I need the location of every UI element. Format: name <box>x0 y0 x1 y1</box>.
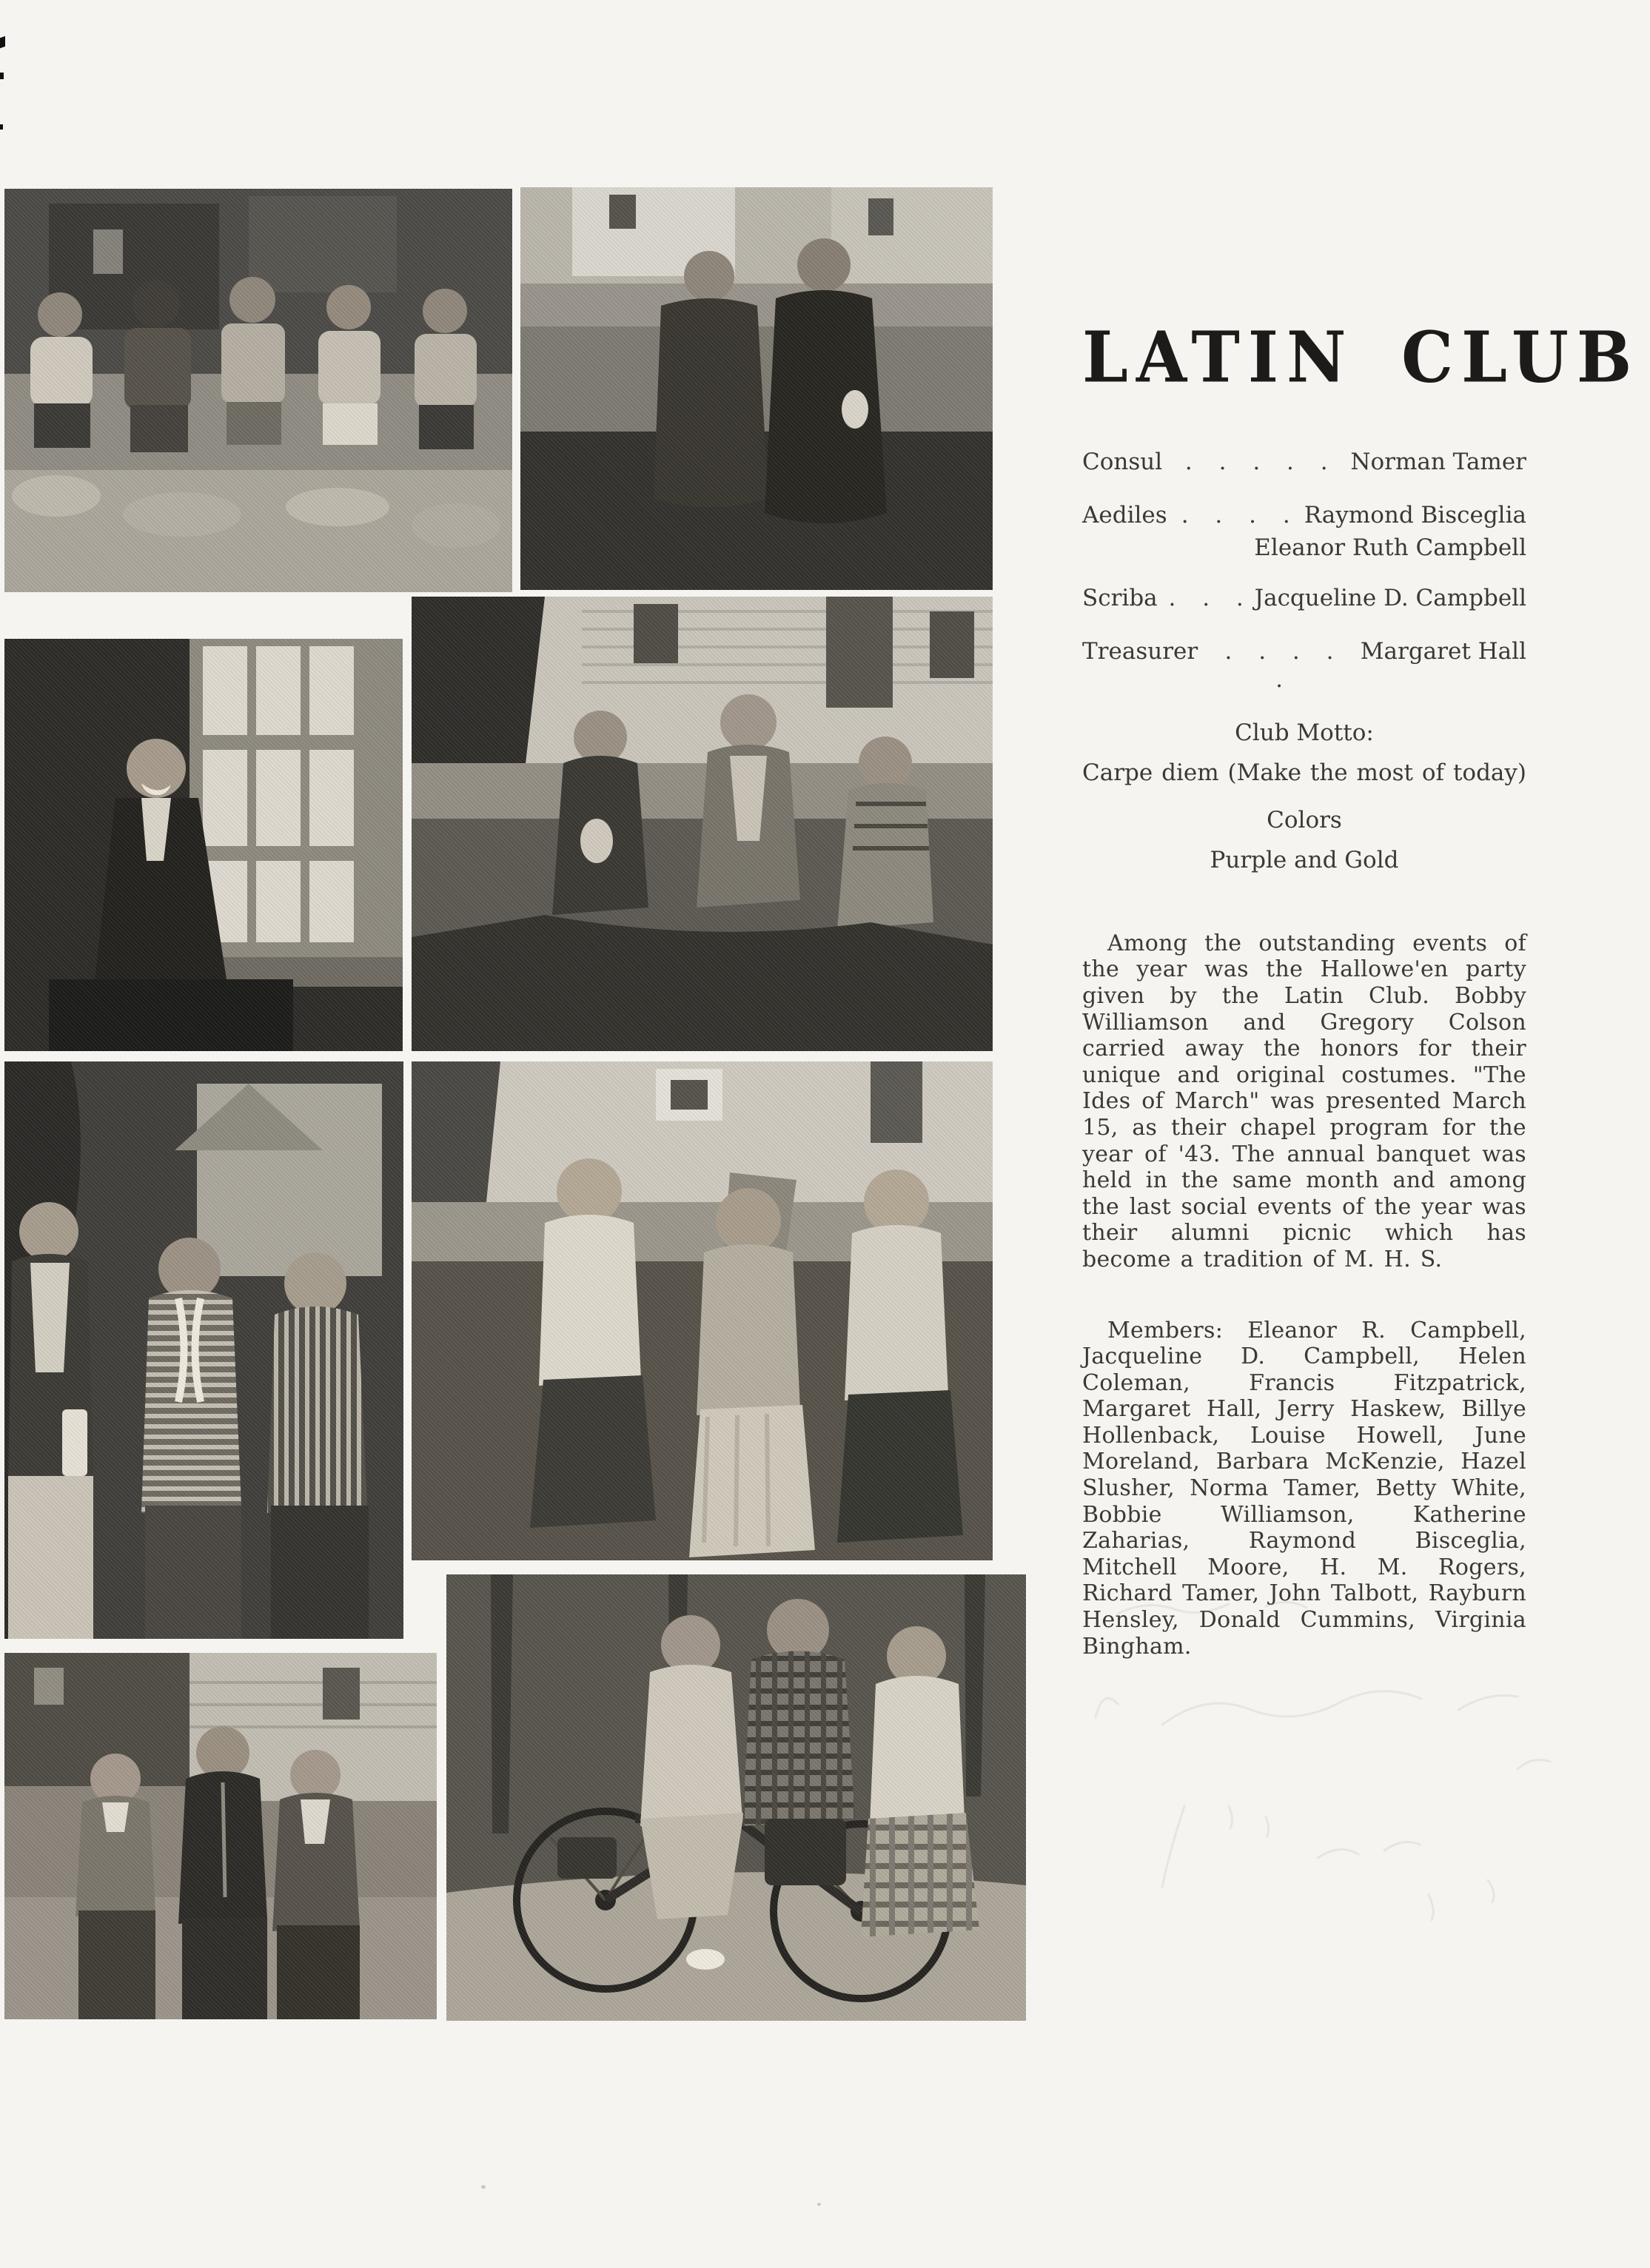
events-paragraph: Among the outstanding events of the year was the Hallowe'en party given by the Latin Club. Bobby Williamson and Gregory Colson carried away the honors for their unique and original costumes. "The Ides of March" was presented March 15, as their chapel program for the year of '43. The annual banquet was held in the same month and among the last social events of the year was their alumni picnic which has become a tradition of M. H. S. <box>1082 930 1526 1272</box>
photo-illustration <box>412 1061 993 1560</box>
officer-title: Consul <box>1082 448 1163 475</box>
scan-artifact <box>0 124 3 130</box>
photo-three-boys-seated <box>412 597 993 1051</box>
members-paragraph: Members: Eleanor R. Campbell, Jacqueline D. Campbell, Helen Coleman, Francis Fitzpatrick, Margaret Hall, Jerry Haskew, Billye Hollenback, Louise Howell, June Moreland, Barbara McKenzie, Hazel Slusher, Norma Tamer, Betty White, Bobbie Williamson, Katherine Zaharias, Raymond Bisceglia, Mitchell Moore, H. M. Rogers, Richard Tamer, John Talbott, Rayburn Hensley, Donald Cummins, Virginia Bingham. <box>1082 1317 1526 1660</box>
photo-three-boys-street <box>4 1653 437 2019</box>
colors-value: Purple and Gold <box>1210 846 1399 873</box>
officer-title: Treasurer <box>1082 637 1198 665</box>
photo-illustration <box>446 1574 1026 2021</box>
photo-illustration <box>4 1653 437 2019</box>
scan-artifact <box>0 73 4 79</box>
photo-three-girls-lawn <box>412 1061 993 1560</box>
photo-students-on-wall <box>4 189 512 592</box>
photo-girl-by-window <box>4 639 403 1051</box>
officer-row-consul <box>1082 448 1526 476</box>
motto-text: Carpe diem (Make the most of today) <box>1082 759 1526 786</box>
photo-illustration <box>520 187 993 590</box>
page-title: LATIN CLUB <box>1082 315 1640 398</box>
officer-title: Aediles <box>1082 501 1167 529</box>
photo-three-girls-trees <box>4 1061 403 1639</box>
leader-dots: . . . <box>1168 584 1244 611</box>
photo-two-girls-lawn <box>520 187 993 590</box>
officer-name: Jacqueline D. Campbell <box>1254 584 1526 611</box>
photo-illustration <box>4 189 512 592</box>
officer-row-aediles <box>1082 501 1526 529</box>
leader-dots: . . . . . <box>1184 448 1328 475</box>
colors-heading: Colors <box>1267 806 1342 833</box>
officer-name: Norman Tamer <box>1350 448 1526 475</box>
photo-illustration <box>4 1061 403 1639</box>
scan-speck <box>481 2185 486 2189</box>
officer-name-secondary: Eleanor Ruth Campbell <box>1254 534 1526 561</box>
photo-girls-on-bicycle <box>446 1574 1026 2021</box>
officer-name: Raymond Bisceglia <box>1304 501 1526 529</box>
text-column <box>1082 315 1640 1660</box>
officer-title: Scriba <box>1082 584 1158 611</box>
faint-pencil-marks <box>1073 1584 1636 1999</box>
officer-row-treasurer <box>1082 637 1526 694</box>
officer-row-scriba <box>1082 584 1526 612</box>
motto-heading: Club Motto: <box>1235 719 1374 746</box>
leader-dots: . . . . . <box>1224 637 1334 693</box>
photo-illustration <box>412 597 993 1051</box>
scan-speck <box>817 2203 821 2206</box>
photo-illustration <box>4 639 403 1051</box>
scan-artifact <box>0 36 5 49</box>
officer-name: Margaret Hall <box>1360 637 1526 665</box>
leader-dots: . . . . <box>1181 501 1290 529</box>
